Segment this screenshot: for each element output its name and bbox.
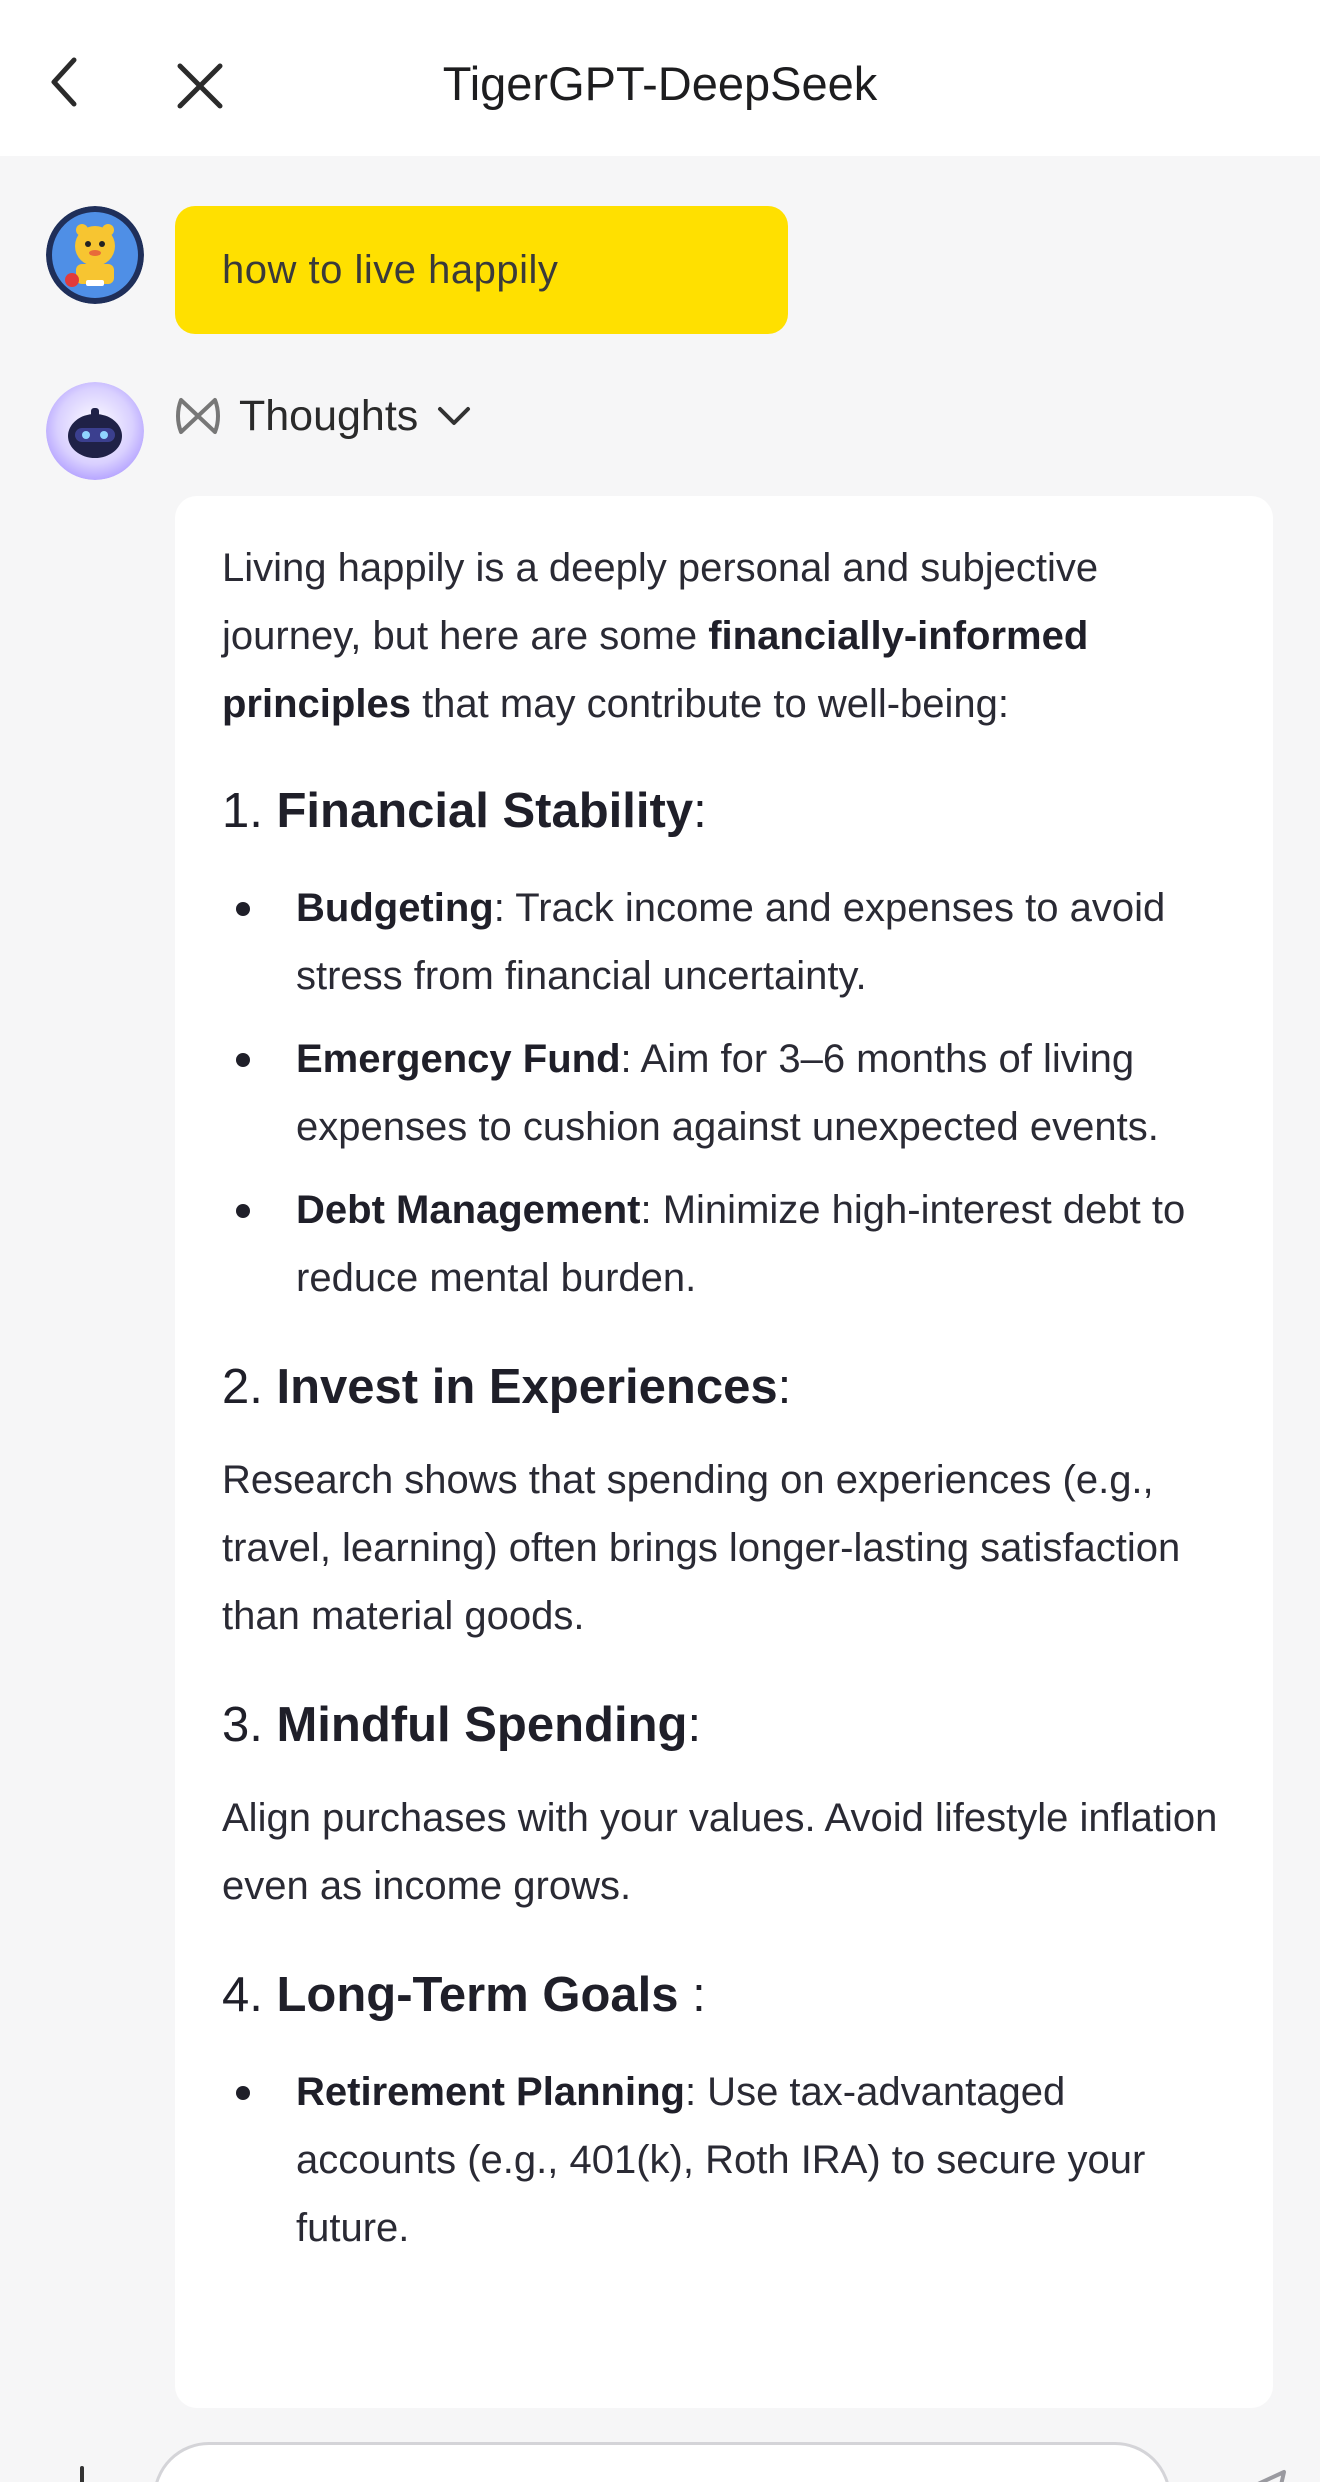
message-input[interactable] [153, 2442, 1171, 2482]
answer-content [222, 534, 1232, 2262]
section-colon: : [693, 784, 707, 838]
list-item [222, 1176, 1232, 1312]
top-bar [0, 0, 1320, 156]
composer-bar [0, 2420, 1320, 2482]
list-item [222, 874, 1232, 1010]
section-title: Financial Stability [276, 784, 694, 838]
section-title: Invest in Experiences [276, 1360, 778, 1414]
section-heading [222, 776, 1232, 846]
list-item [222, 1025, 1232, 1161]
section-number: 2. [222, 1360, 277, 1414]
close-icon [174, 60, 226, 112]
bullet-list [222, 874, 1232, 1312]
bullet-text: : Minimize high-interest debt to reduce mental burden. [296, 1188, 1186, 1300]
close-button[interactable] [168, 54, 232, 118]
section-title: Long-Term Goals [276, 1968, 679, 2022]
section-number: 4. [222, 1968, 277, 2022]
back-button[interactable] [36, 54, 92, 110]
bullet-list [222, 2058, 1232, 2262]
chevron-down-icon [436, 404, 472, 428]
user-avatar [46, 206, 144, 304]
thoughts-toggle[interactable] [175, 386, 472, 446]
intro-text-end: that may contribute to well-being: [410, 682, 1010, 726]
bullet-text: : Aim for 3–6 months of living expenses to cushion against unexpected events. [296, 1037, 1159, 1149]
section-title: Mindful Spending [276, 1698, 688, 1752]
answer-intro [222, 534, 1232, 738]
section-paragraph: Research shows that spending on experiences (e.g., travel, learning) often brings longer-lasting satisfaction than material goods. [222, 1458, 1181, 1638]
assistant-avatar [46, 382, 144, 480]
section-number: 1. [222, 784, 277, 838]
bullet-term: Debt Management [296, 1188, 641, 1232]
bullet-term: Budgeting [296, 886, 494, 930]
user-message-text: how to live happily [222, 247, 559, 292]
section-paragraph: Align purchases with your values. Avoid lifestyle inflation even as income grows. [222, 1796, 1218, 1908]
chevron-left-icon [44, 54, 84, 110]
assistant-answer-card [175, 496, 1273, 2408]
thoughts-label: Thoughts [239, 391, 419, 440]
bullet-term: Emergency Fund [296, 1037, 621, 1081]
deepseek-logo-icon [175, 396, 221, 436]
user-message-bubble [175, 206, 788, 334]
section-colon: : [678, 1968, 706, 2022]
section-heading [222, 1352, 1232, 1422]
robot-avatar-icon [46, 382, 144, 480]
send-icon[interactable] [1228, 2468, 1288, 2482]
list-item [222, 2058, 1232, 2262]
section-heading [222, 1690, 1232, 1760]
page-title: TigerGPT-DeepSeek [442, 57, 878, 110]
bullet-term: Retirement Planning [296, 2070, 685, 2114]
section-heading [222, 1960, 1232, 2030]
section-colon: : [777, 1360, 792, 1414]
bullet-text: : Track income and expenses to avoid stress from financial uncertainty. [296, 886, 1166, 998]
section-colon: : [687, 1698, 702, 1752]
intro-bold: financially-informed principles [222, 614, 1089, 726]
tiger-avatar-icon [46, 206, 144, 304]
section-number: 3. [222, 1698, 277, 1752]
intro-text: Living happily is a deeply personal and subjective journey, but here are some [222, 546, 1099, 658]
bullet-text: : Use tax-advantaged accounts (e.g., 401(k), Roth IRA) to secure your future. [296, 2070, 1146, 2250]
plus-icon[interactable] [58, 2464, 106, 2482]
